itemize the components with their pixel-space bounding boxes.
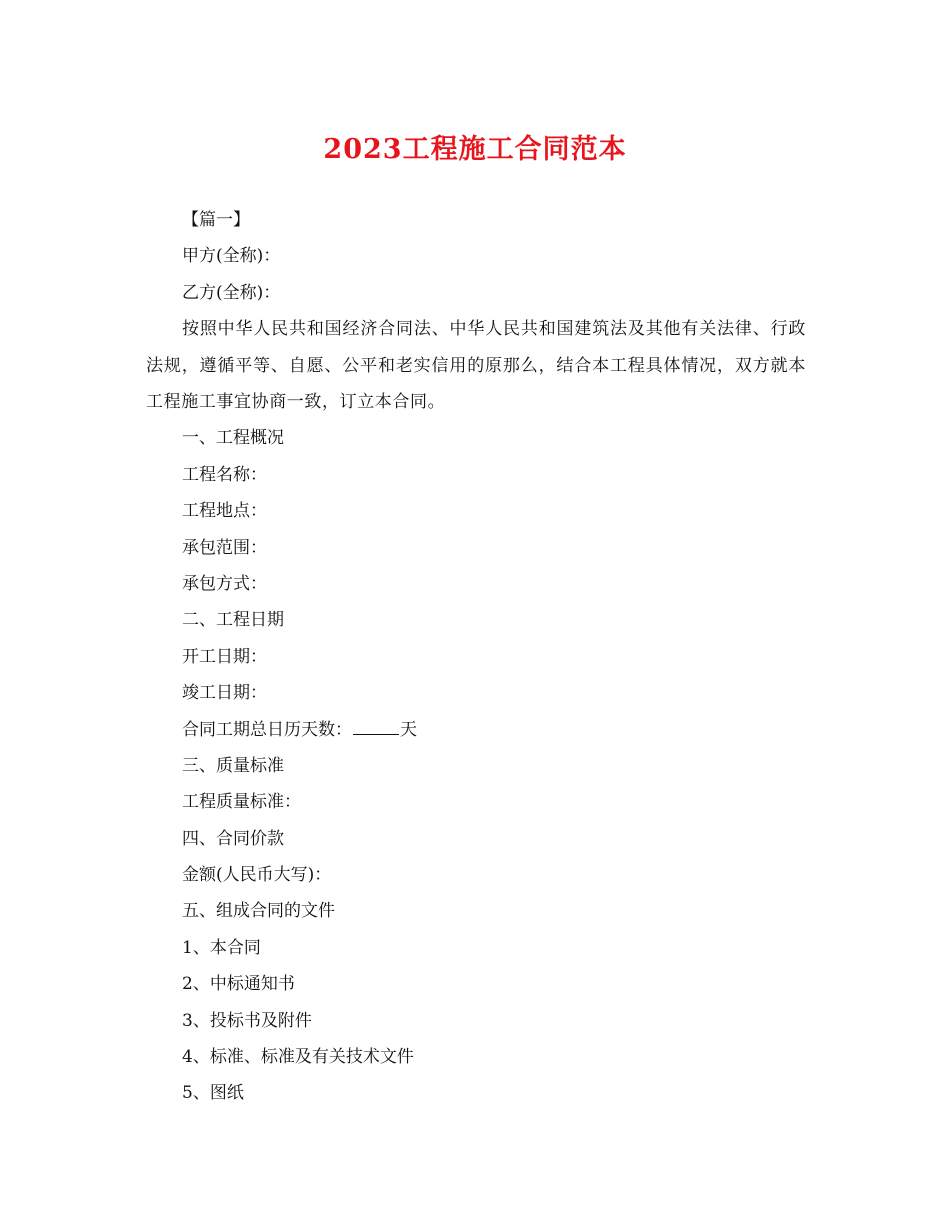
party-a-line: 甲方(全称)： (182, 246, 281, 267)
total-days-label: 合同工期总日历天数： (182, 719, 352, 740)
section-heading-documents: 五、组成合同的文件 (182, 901, 335, 922)
total-days-unit: 天 (400, 719, 417, 740)
list-item: 3、投标书及附件 (182, 1010, 312, 1031)
list-item: 2、中标通知书 (182, 974, 295, 995)
project-name-line: 工程名称： (182, 464, 267, 485)
quality-standard-line: 工程质量标准： (182, 792, 301, 813)
amount-line: 金额(人民币大写)： (182, 865, 332, 886)
section-heading-project-dates: 二、工程日期 (182, 610, 284, 631)
list-item: 5、图纸 (182, 1083, 244, 1104)
preamble-paragraph: 按照中华人民共和国经济合同法、中华人民共和国建筑法及其他有关法律、行政法规，遵循平等、自愿、公平和老实信用的原那么，结合本工程具体情况，双方就本工程施工事宜协商一致，订立本合同。 (146, 319, 806, 412)
document-title: 2023工程施工合同范本 (323, 134, 627, 165)
contract-scope-line: 承包范围： (182, 537, 267, 558)
section-heading-price: 四、合同价款 (182, 828, 284, 849)
total-days-blank (353, 720, 399, 735)
section-heading-project-overview: 一、工程概况 (182, 428, 284, 449)
contract-method-line: 承包方式： (182, 573, 267, 594)
list-item: 4、标准、标准及有关技术文件 (182, 1047, 414, 1068)
section-marker: 【篇一】 (182, 210, 250, 230)
project-location-line: 工程地点： (182, 501, 267, 522)
completion-date-line: 竣工日期： (182, 683, 267, 704)
section-heading-quality: 三、质量标准 (182, 755, 284, 776)
total-days-line (146, 712, 806, 748)
start-date-line: 开工日期： (182, 646, 267, 667)
party-b-line: 乙方(全称)： (182, 282, 281, 303)
list-item: 1、本合同 (182, 937, 261, 958)
document-body (146, 202, 806, 1112)
